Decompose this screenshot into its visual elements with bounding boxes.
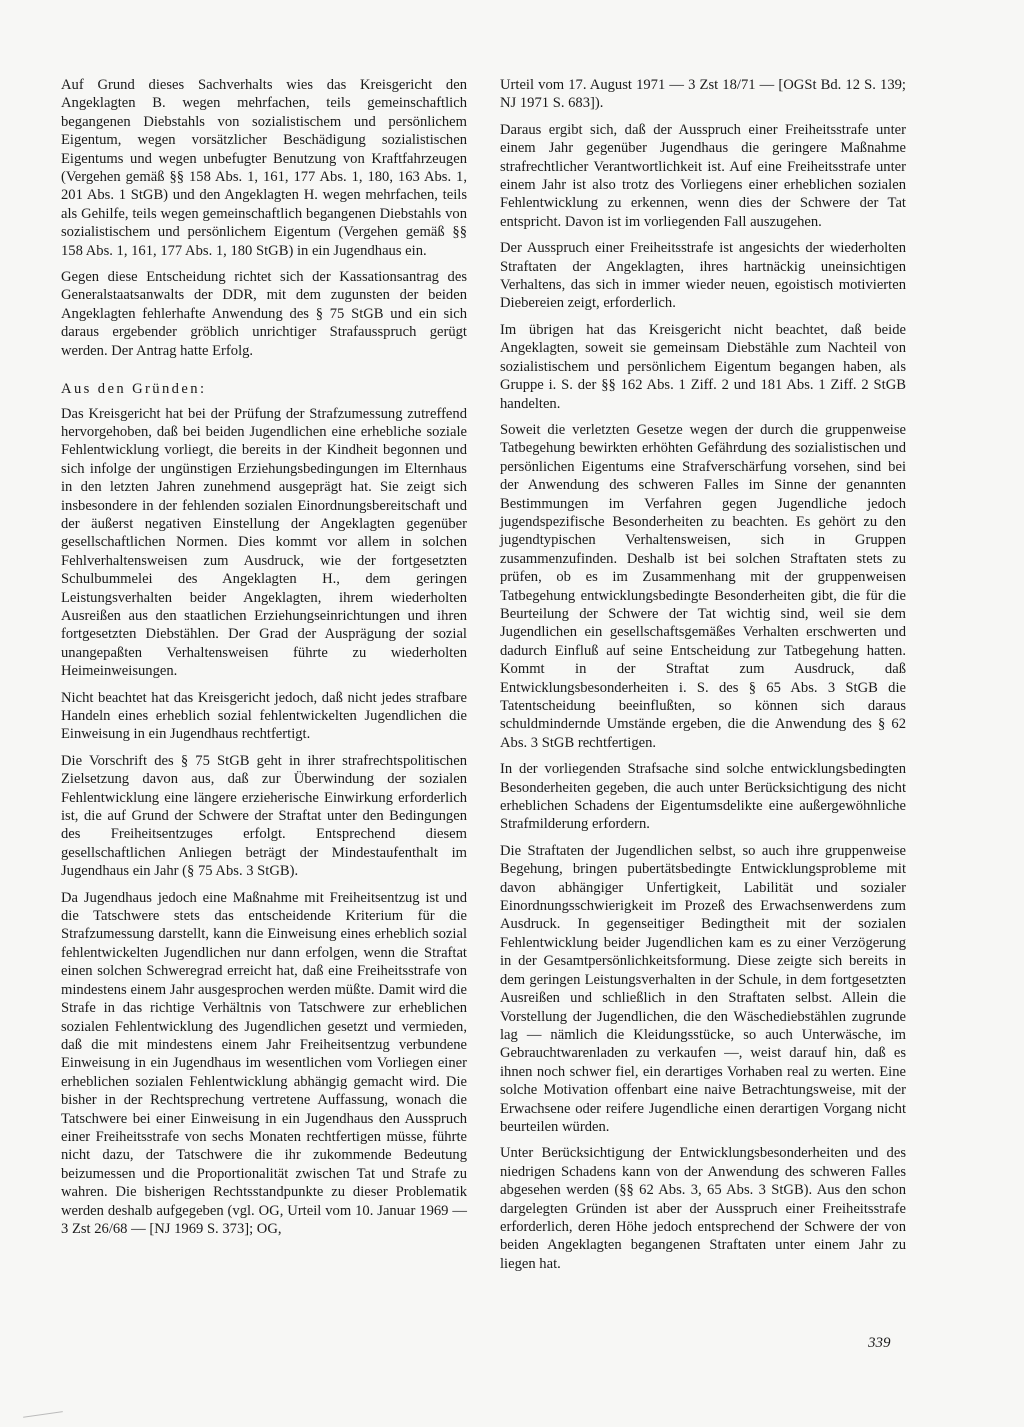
paragraph: Soweit die verletzten Gesetze wegen der durch die gruppenweise Tatbegehung bewirkten erhöhten Gefährdung des sozialistischen und persönlichen Eigentums eine Strafverschärfung vorsehen, sind bei der Anwendung des schweren Falles im Sinne der genannten Bestimmungen im Verfahren gegen Jugendliche jedoch jugendspezifische Besonderheiten zu beachten. Es gehört zu den jugendtypischen Verhaltensweisen, sich in Gruppen zusammenzufinden. Deshalb ist bei solchen Straftaten stets zu prüfen, ob es im Zusammenhang mit der gruppenweisen Tatbegehung entwicklungsbedingte Besonderheiten gibt, die für die Beurteilung der Schwere der Tat wichtig sind, weil sie dem Jugendlichen ein gesellschaftsgemäßes Verhalten erschwerten und dadurch Einfluß auf seine Entscheidung zur Tatbegehung hatten. Kommt in der Straftat zum Ausdruck, daß Entwicklungsbesonderheiten i. S. des § 65 Abs. 3 StGB die Tatentscheidung beeinflußten, so können sich daraus schuldmindernde Umstände ergeben, die die Anwendung des § 62 Abs. 3 StGB rechtfertigen. [500, 421, 906, 751]
paragraph: Urteil vom 17. August 1971 — 3 Zst 18/71 — [OGSt Bd. 12 S. 139; NJ 1971 S. 683]). [500, 77, 906, 112]
paragraph: Unter Berücksichtigung der Entwicklungsbesonderheiten und des niedrigen Schadens kann von der Anwendung des schweren Falles abgesehen werden (§§ 62 Abs. 3, 65 Abs. 3 StGB). Aus den schon dargelegten Gründen ist aber der Ausspruch einer Freiheitsstrafe erforderlich, deren Höhe jedoch entsprechend der Schwere der von beiden Angeklagten begangenen Straftaten unter einem Jahr zu liegen hat. [500, 1145, 906, 1272]
paragraph: Das Kreisgericht hat bei der Prüfung der Strafzumessung zutreffend hervorgehoben, daß bei beiden Jugendlichen eine erhebliche soziale Fehlentwicklung vorliegt, die bereits in der Kindheit begonnen und sich infolge der ungünstigen Erziehungsbedingungen im Elternhaus in den letzten Jahren zunehmend ausgeprägt hat. Sie zeigt sich insbesondere in der fehlenden sozialen Einordnungsbereitschaft und der äußerst negativen Einstellung der Angeklagten gegenüber gesellschaftlichen Normen. Dies kommt vor allem in solchen Fehlverhaltensweisen zum Ausdruck, wie der fortgesetzten Schulbummelei des Angeklagten H., dem geringen Leistungsverhalten beider Angeklagten, ihrem wiederholten Ausreißen aus den staatlichen Erziehungseinrichtungen und ihren fortgesetzten Diebstählen. Der Grad der Ausprägung der sozial unangepaßten Verhaltensweisen führte zu wiederholten Heimeinweisungen. [61, 405, 467, 680]
paragraph: Der Ausspruch einer Freiheitsstrafe ist angesichts der wiederholten Straftaten der Angeklagten, ihres hartnäckig uneinsichtigen Verhaltens, das sich in immer wieder neuen, egoistisch motivierten Diebereien zeigt, erforderlich. [500, 240, 906, 312]
paragraph: Gegen diese Entscheidung richtet sich der Kassationsantrag des Generalstaatsanwalts der DDR, mit dem zugunsten der beiden Angeklagten fehlerhafte Anwendung des § 75 StGB und ein sich daraus ergebender gröblich unrichtiger Strafausspruch gerügt werden. Der Antrag hatte Erfolg. [61, 269, 467, 359]
paragraph: Die Vorschrift des § 75 StGB geht in ihrer strafrechtspolitischen Zielsetzung davon aus, daß zur Überwindung der sozialen Fehlentwicklung eine längere erzieherische Einwirkung erforderlich ist, die auf Grund der Schwere der Straftat unter den Bedingungen des Freiheitsentzuges erfolgt. Entsprechend diesem gesellschaftlichen Anliegen beträgt der Mindestaufenthalt im Jugendhaus ein Jahr (§ 75 Abs. 3 StGB). [61, 752, 467, 880]
paragraph: In der vorliegenden Strafsache sind solche entwicklungsbedingten Besonderheiten gegeben, die auch unter Berücksichtigung des nicht erheblichen Schadens der Eigentumsdelikte eine außergewöhnliche Strafmilderung erfordern. [500, 761, 906, 833]
left-column [61, 76, 467, 1246]
scan-artifact [21, 1397, 63, 1417]
page-number: 339 [868, 1335, 891, 1351]
paragraph: Die Straftaten der Jugendlichen selbst, so auch ihre gruppenweise Begehung, bringen pubertätsbedingte Entwicklungsprobleme mit davon abhängiger Unfertigkeit, Labilität und sozialer Einordnungsschwierigkeit im Prozeß des Erwachsenwerdens zum Ausdruck. In gegenseitiger Bedingtheit mit der sozialen Fehlentwicklung beider Jugendlichen kam es zu einer Verzögerung in der Gesamtpersönlichkeitsformung. Diese zeigte sich bereits in dem geringen Leistungsverhalten in der Schule, in dem fortgesetzten Ausreißen und schließlich in den Straftaten selbst. Allein die Vorstellung der Jugendlichen, die den Wäschediebstählen zugrunde lag — nämlich die Kleidungsstücke, so auch Unterwäsche, im Gebrauchtwarenladen zu verkaufen —, weist darauf hin, daß es ihnen noch schwer fiel, ein derartiges Vorhaben real zu werten. Eine solche Motivation offenbart eine naive Betrachtungsweise, mit der Erwachsene oder reifere Jugendliche einen derartigen Vorgang nicht beurteilen würden. [500, 842, 906, 1135]
paragraph: Auf Grund dieses Sachverhalts wies das Kreisgericht den Angeklagten B. wegen mehrfachen, teils gemeinschaftlich begangenen Diebstahls von sozialistischem und persönlichem Eigentum, wegen vorsätzlicher Beschädigung sozialistischen Eigentums und wegen unbefugter Benutzung von Kraftfahrzeugen (Vergehen gemäß §§ 158 Abs. 1, 161, 177 Abs. 1, 180, 163 Abs. 1, 201 Abs. 1 StGB) und den Angeklagten H. wegen mehrfachen, teils als Gehilfe, teils wegen gemeinschaftlich begangenen Diebstahls von sozialistischem und persönlichem Eigentum (Vergehen gemäß §§ 158 Abs. 1, 161, 177 Abs. 1, 180 StGB) in ein Jugendhaus ein. [61, 77, 467, 259]
paragraph: Nicht beachtet hat das Kreisgericht jedoch, daß nicht jedes strafbare Handeln eines erheblich sozial fehlentwickelten Jugendlichen die Einweisung in ein Jugendhaus rechtfertigt. [61, 689, 467, 743]
right-column [500, 76, 906, 1281]
section-heading: Aus den Gründen: [61, 381, 207, 398]
paragraph: Im übrigen hat das Kreisgericht nicht beachtet, daß beide Angeklagten, soweit sie gemeinsam Diebstähle zum Nachteil von sozialistischem und persönlichem Eigentum begangen haben, als Gruppe i. S. der §§ 162 Abs. 1 Ziff. 2 und 181 Abs. 1 Ziff. 2 StGB handelten. [500, 321, 906, 412]
paragraph: Daraus ergibt sich, daß der Ausspruch einer Freiheitsstrafe unter einem Jahr gegenüber Jugendhaus die geringere Maßnahme strafrechtlicher Verantwortlichkeit ist. Auf eine Freiheitsstrafe unter einem Jahr ist also trotz des Vorliegens einer erheblichen sozialen Fehlentwicklung zu erkennen, wenn dies der Schwere der Tat entspricht. Davon ist im vorliegenden Fall auszugehen. [500, 121, 906, 230]
paragraph: Da Jugendhaus jedoch eine Maßnahme mit Freiheitsentzug ist und die Tatschwere stets das entscheidende Kriterium für die Strafzumessung darstellt, kann die Einweisung eines erheblich sozial fehlentwickelten Jugendlichen nur dann erfolgen, wenn die Straftat einen solchen Schweregrad erreicht hat, daß eine Freiheitsstrafe von mindestens einem Jahr ausgesprochen werden müßte. Damit wird die Strafe in das richtige Verhältnis von Tatschwere zur erheblichen sozialen Fehlentwicklung des Jugendlichen gesetzt und vermieden, daß die mit mindestens einem Jahr Freiheitsentzug verbundene Einweisung in ein Jugendhaus im wesentlichen vom Vorliegen einer erheblichen sozialen Fehlentwicklung abhängig gemacht wird. Die bisher in der Rechtsprechung vertretene Auffassung, wonach die Tatschwere bei einer Einweisung in ein Jugendhaus den Ausspruch einer Freiheitsstrafe von sechs Monaten rechtfertigen müsse, führte nicht dazu, der Tatschwere die ihr zukommende Bedeutung beizumessen und die Proportionalität zwischen Tat und Strafe zu wahren. Die bisherigen Rechtsstandpunkte zu dieser Problematik werden deshalb aufgegeben (vgl. OG, Urteil vom 10. Januar 1969 — 3 Zst 26/68 — [NJ 1969 S. 373]; OG, [61, 889, 467, 1237]
